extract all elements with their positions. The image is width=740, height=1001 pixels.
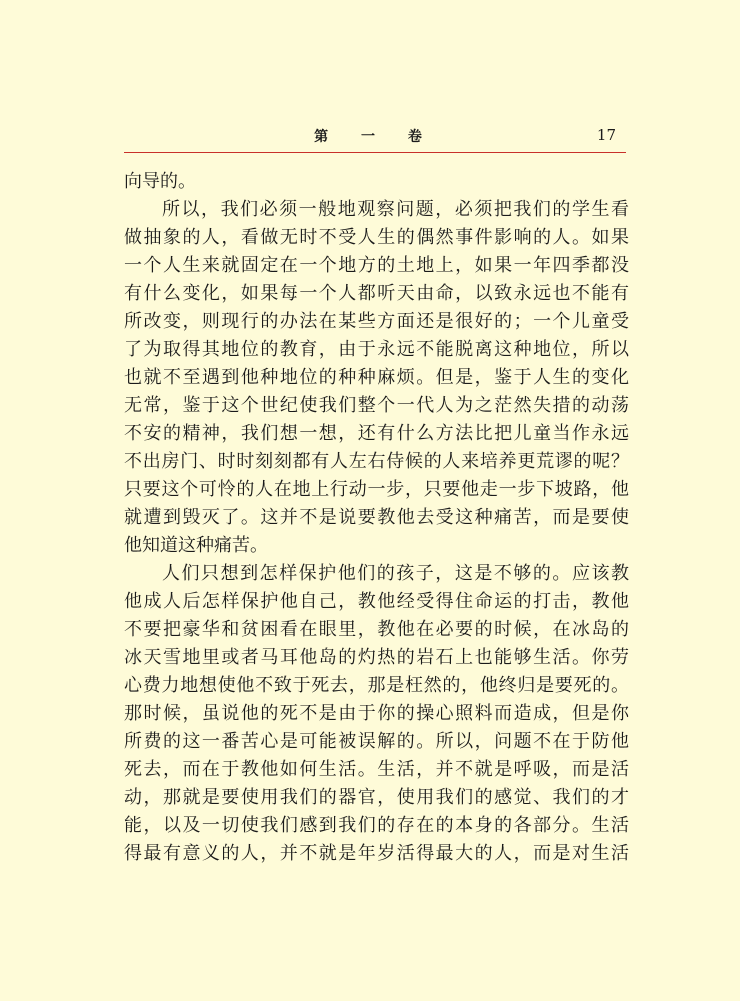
text-line: 得最有意义的人，并不就是年岁活得最大的人，而是对生活 bbox=[124, 843, 629, 864]
body-text bbox=[124, 168, 629, 868]
running-header bbox=[124, 124, 626, 152]
text-line: 不出房门、时时刻刻都有人左右侍候的人来培养更荒谬的呢？ bbox=[124, 451, 629, 472]
text-line: 冰天雪地里或者马耳他岛的灼热的岩石上也能够生活。你劳 bbox=[124, 647, 629, 668]
text-line: 一个人生来就固定在一个地方的土地上，如果一年四季都没 bbox=[124, 255, 629, 276]
text-line: 所改变，则现行的办法在某些方面还是很好的；一个儿童受 bbox=[124, 311, 629, 332]
text-line: 不要把豪华和贫困看在眼里，教他在必要的时候，在冰岛的 bbox=[124, 619, 629, 640]
text-line: 心费力地想使他不致于死去，那是枉然的，他终归是要死的。 bbox=[124, 675, 629, 696]
text-line: 所费的这一番苦心是可能被误解的。所以，问题不在于防他 bbox=[124, 731, 629, 752]
text-line: 能，以及一切使我们感到我们的存在的本身的各部分。生活 bbox=[124, 815, 629, 836]
text-line: 向导的。 bbox=[124, 171, 196, 192]
chapter-title: 第 一 卷 bbox=[314, 129, 436, 145]
text-line: 死去，而在于教他如何生活。生活，并不就是呼吸，而是活 bbox=[124, 759, 629, 780]
text-line: 不安的精神，我们想一想，还有什么方法比把儿童当作永远 bbox=[124, 423, 629, 444]
text-line: 他成人后怎样保护他自己，教他经受得住命运的打击，教他 bbox=[124, 591, 629, 612]
header-divider bbox=[124, 152, 626, 153]
text-line: 了为取得其地位的教育，由于永远不能脱离这种地位，所以 bbox=[124, 339, 629, 360]
text-line: 有什么变化，如果每一个人都听天由命，以致永远也不能有 bbox=[124, 283, 629, 304]
text-line: 动，那就是要使用我们的器官，使用我们的感觉、我们的才 bbox=[124, 787, 629, 808]
text-line: 无常，鉴于这个世纪使我们整个一代人为之茫然失措的动荡 bbox=[124, 395, 629, 416]
page-number: 17 bbox=[596, 126, 616, 144]
paragraph-first-line: 所以，我们必须一般地观察问题，必须把我们的学生看 bbox=[162, 199, 629, 220]
text-line: 也就不至遇到他种地位的种种麻烦。但是，鉴于人生的变化 bbox=[124, 367, 629, 388]
text-line: 那时候，虽说他的死不是由于你的操心照料而造成，但是你 bbox=[124, 703, 629, 724]
text-line: 只要这个可怜的人在地上行动一步，只要他走一步下坡路，他 bbox=[124, 479, 629, 500]
text-line: 就遭到毁灭了。这并不是说要教他去受这种痛苦，而是要使 bbox=[124, 507, 629, 528]
text-line: 做抽象的人，看做无时不受人生的偶然事件影响的人。如果 bbox=[124, 227, 629, 248]
text-line: 他知道这种痛苦。 bbox=[124, 535, 268, 556]
paragraph-first-line: 人们只想到怎样保护他们的孩子，这是不够的。应该教 bbox=[162, 563, 629, 584]
